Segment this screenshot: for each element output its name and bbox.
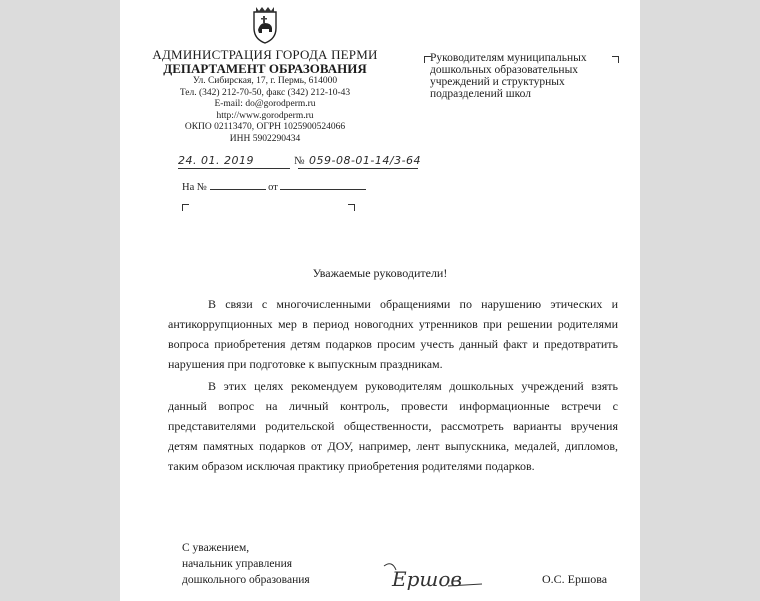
registration-number: 059-08-01-14/3-64	[308, 154, 422, 167]
registration-line	[178, 154, 421, 167]
phone-line: Тел. (342) 212-70-50, факс (342) 212-10-43	[179, 87, 351, 98]
okpo-line: ОКПО 02113470, ОГРН 1025900524066	[184, 122, 346, 132]
handwritten-signature	[378, 556, 488, 596]
background-left	[0, 0, 120, 601]
closing-title-line: дошкольного образования	[182, 574, 310, 586]
addressee-line: подразделений школ	[430, 88, 531, 100]
paragraph-text: В связи с многочисленными обращениями по нарушению этических и антикоррупционных мер в период новогодних утренников при решении родителями вопроса приобретения детям подарков просим учесть данный факт и предотвратить нарушения при подготовке к выпускным праздникам.	[168, 297, 618, 371]
signature-text: Ершов	[392, 567, 463, 591]
addressee-line: учреждений и структурных	[430, 76, 565, 88]
na-label: На №	[182, 182, 207, 193]
greeting: Уважаемые руководители!	[312, 266, 448, 280]
addressee-line: Руководителям муниципальных	[430, 52, 587, 64]
number-sign: №	[293, 155, 305, 167]
ot-label: от	[268, 182, 278, 193]
reference-line	[182, 181, 366, 193]
addressee-block	[430, 52, 630, 100]
paragraph-2	[168, 376, 618, 476]
ot-blank	[280, 181, 366, 190]
email-line: E-mail: do@gorodperm.ru	[214, 99, 316, 109]
letter-page	[120, 0, 640, 601]
signer-name: О.С. Ершова	[542, 572, 608, 586]
na-blank	[210, 181, 266, 190]
closing-regards: С уважением,	[182, 542, 250, 554]
paragraph-text: В этих целях рекомендуем руководителям дошкольных учреждений взять данный вопрос на личный контроль, провести информационные встречи с представителями родительской общественности, рассмотреть варианты вручения детям памятных подарков от ДОУ, например, лент выпускника, медалей, дипломов, таким образом исключая практику приобретения родителями подарков.	[168, 379, 618, 473]
paragraph-1	[168, 294, 618, 374]
closing-block	[182, 540, 310, 588]
address-line: Ул. Сибирская, 17, г. Пермь, 614000	[192, 76, 338, 86]
department-name: ДЕПАРТАМЕНТ ОБРАЗОВАНИЯ	[163, 61, 367, 76]
coat-of-arms-icon	[250, 6, 280, 44]
inn-line: ИНН 5902290434	[229, 133, 301, 144]
subject-corner-tl	[182, 204, 189, 211]
date-underline	[178, 168, 290, 169]
closing-title-line: начальник управления	[182, 558, 293, 570]
background-right	[640, 0, 760, 601]
letterhead	[120, 48, 410, 145]
registration-date: 24. 01. 2019	[178, 154, 254, 167]
addressee-line: дошкольных образовательных	[430, 64, 579, 76]
website-line: http://www.gorodperm.ru	[216, 110, 314, 121]
org-name: АДМИНИСТРАЦИЯ ГОРОДА ПЕРМИ	[152, 47, 378, 62]
number-underline	[298, 168, 418, 169]
subject-corner-tr	[348, 204, 355, 211]
